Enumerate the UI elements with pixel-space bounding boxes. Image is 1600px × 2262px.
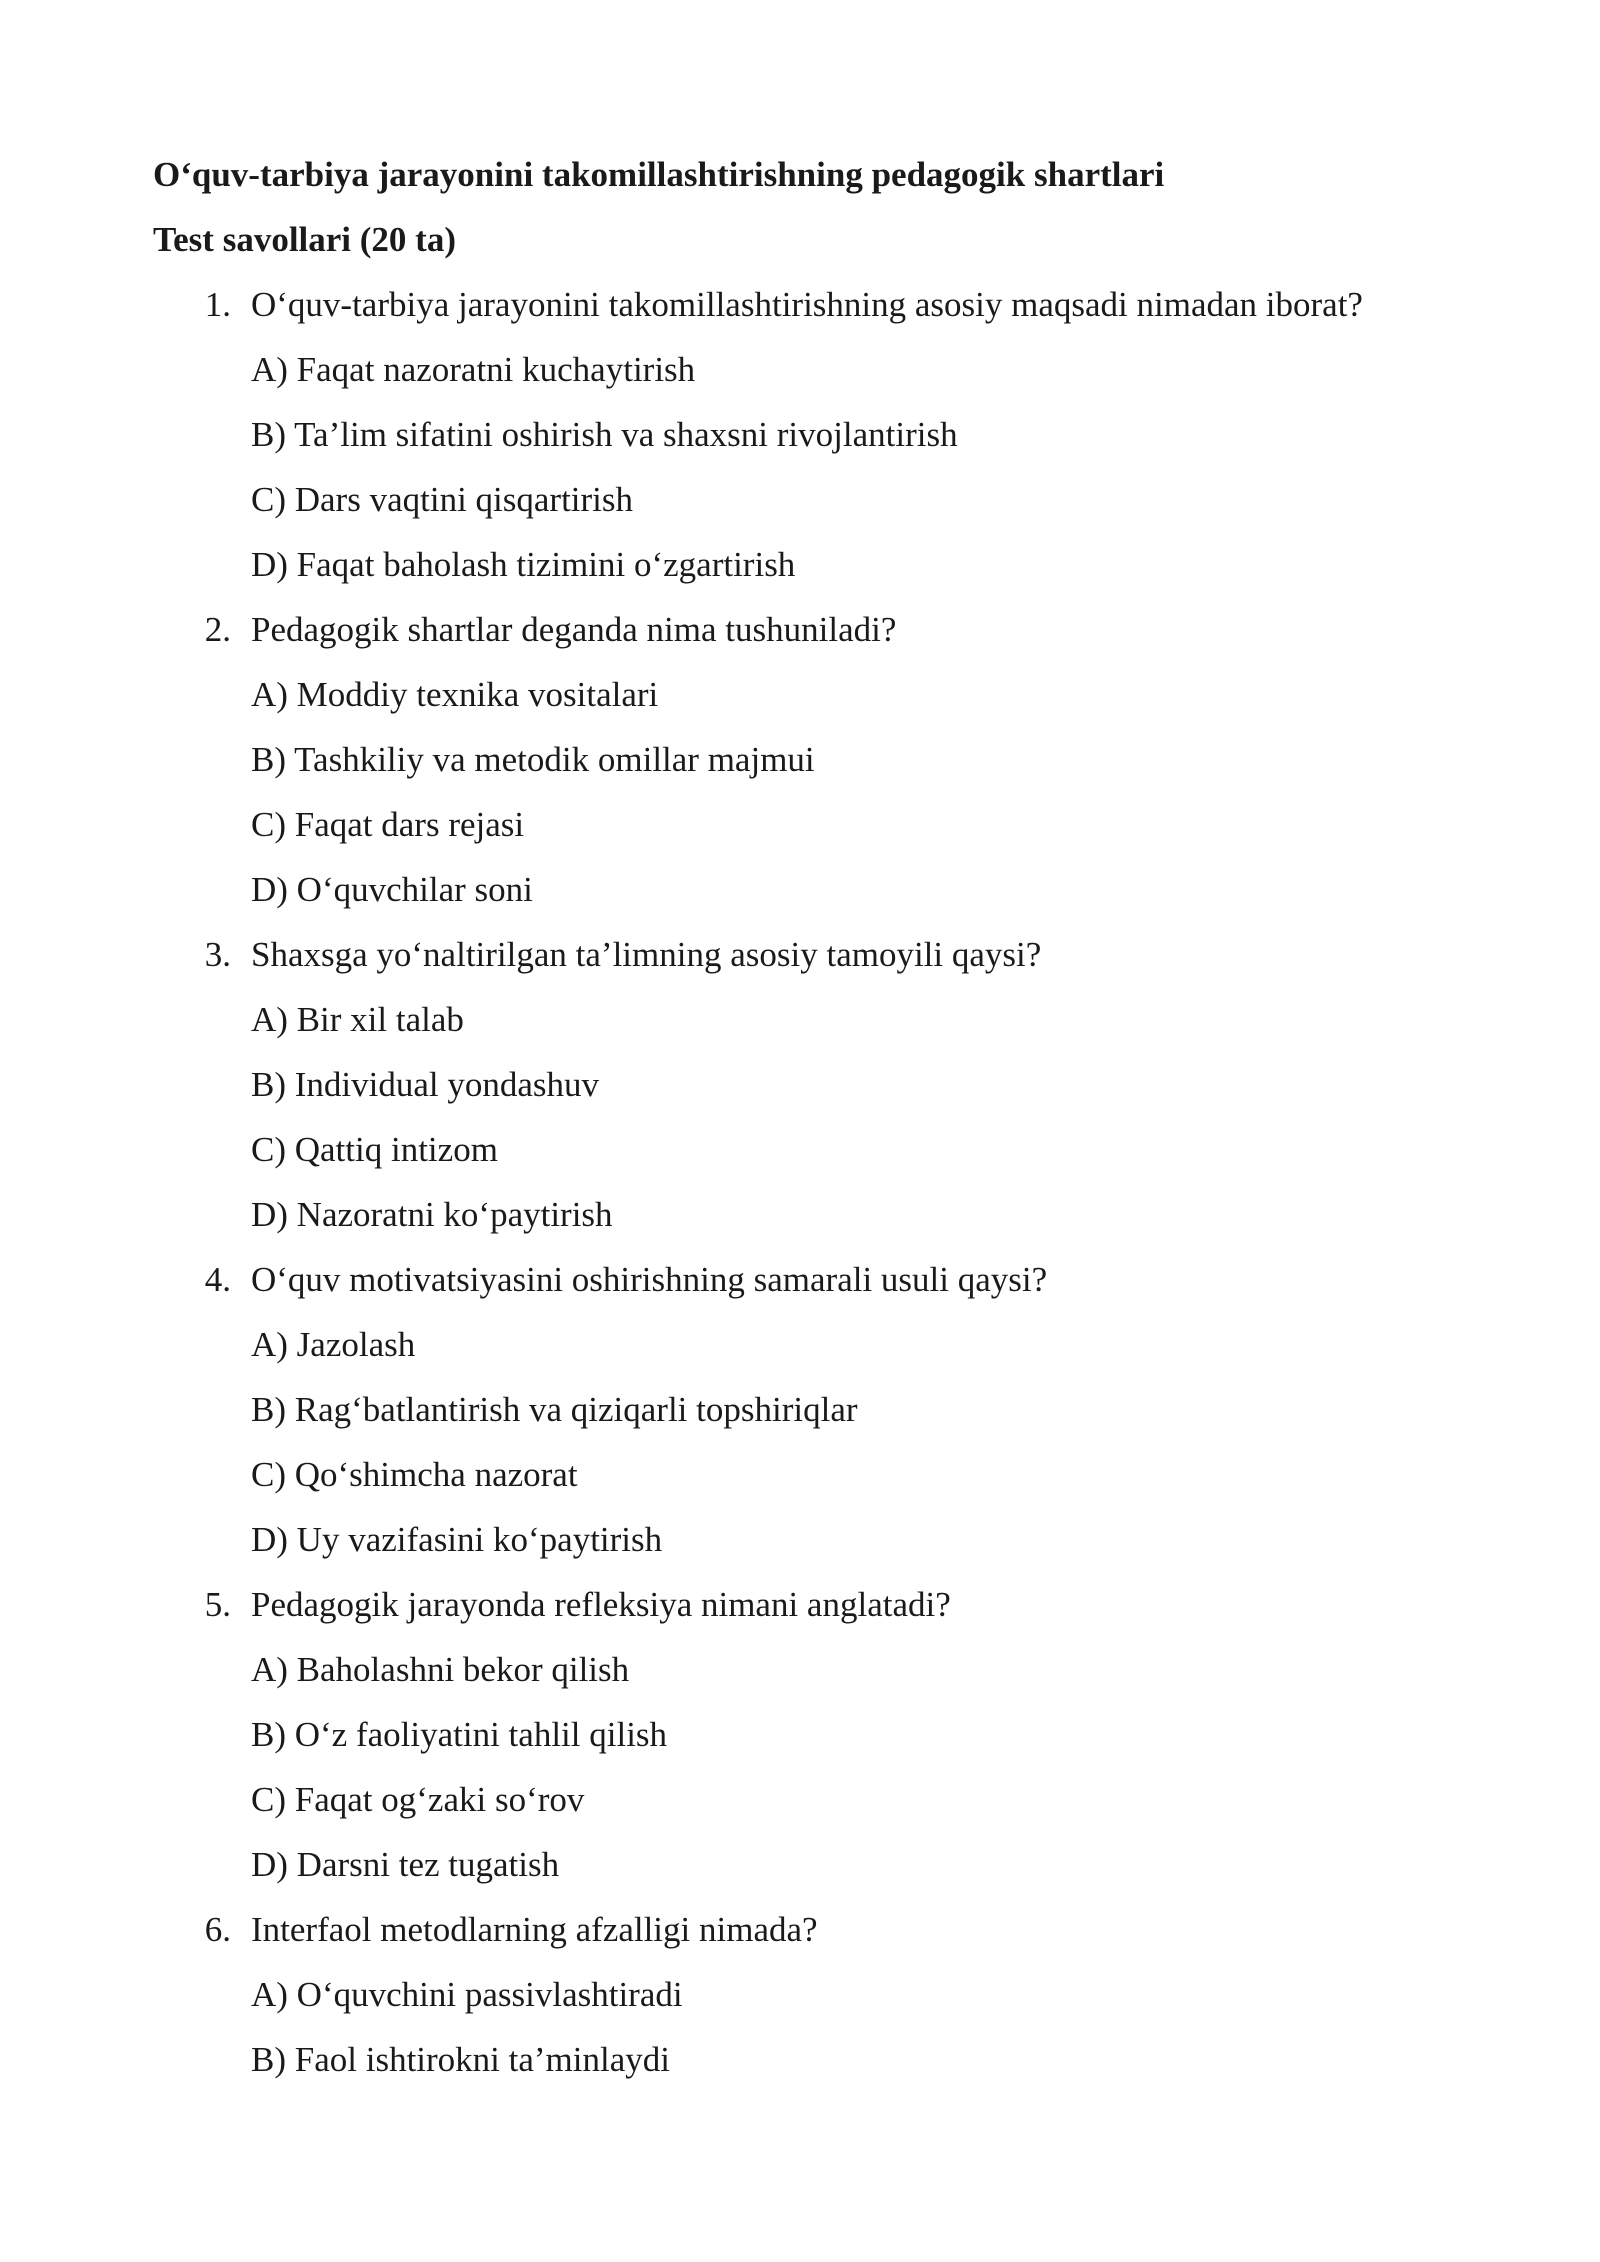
answer-option: C) Faqat dars rejasi [251,805,525,844]
answer-option: D) Darsni tez tugatish [251,1845,560,1884]
document-title: O‘quv-tarbiya jarayonini takomillashtirishning pedagogik shartlari [153,155,1165,194]
answer-option: A) O‘quvchini passivlashtiradi [251,1975,683,2014]
question-number: 6. [204,1910,231,1949]
document-subtitle: Test savollari (20 ta) [153,220,456,259]
answer-option: B) Individual yondashuv [251,1065,600,1104]
question-text: Interfaol metodlarning afzalligi nimada? [251,1910,818,1949]
answer-option: A) Moddiy texnika vositalari [251,675,659,714]
answer-option: D) Nazoratni ko‘paytirish [251,1195,613,1234]
question-number: 2. [204,610,231,649]
answer-option: A) Jazolash [251,1325,416,1364]
answer-option: D) Uy vazifasini ko‘paytirish [251,1520,663,1559]
question-text: O‘quv motivatsiyasini oshirishning samarali usuli qaysi? [251,1260,1048,1299]
answer-option: B) Rag‘batlantirish va qiziqarli topshiriqlar [251,1390,858,1429]
answer-option: C) Faqat og‘zaki so‘rov [251,1780,585,1819]
answer-option: C) Qattiq intizom [251,1130,498,1169]
answer-option: B) Faol ishtirokni ta’minlaydi [251,2040,670,2079]
answer-option: D) O‘quvchilar soni [251,870,533,909]
question-number: 4. [204,1260,231,1299]
question-text: Pedagogik shartlar deganda nima tushuniladi? [251,610,897,649]
question-text: Shaxsga yo‘naltirilgan ta’limning asosiy tamoyili qaysi? [251,935,1042,974]
answer-option: A) Faqat nazoratni kuchaytirish [251,350,696,389]
question-number: 5. [204,1585,231,1624]
question-number: 1. [204,285,231,324]
question-number: 3. [204,935,231,974]
answer-option: B) Ta’lim sifatini oshirish va shaxsni rivojlantirish [251,415,958,454]
answer-option: B) Tashkiliy va metodik omillar majmui [251,740,815,779]
answer-option: D) Faqat baholash tizimini o‘zgartirish [251,545,796,584]
answer-option: C) Dars vaqtini qisqartirish [251,480,634,519]
answer-option: C) Qo‘shimcha nazorat [251,1455,578,1494]
question-text: Pedagogik jarayonda refleksiya nimani anglatadi? [251,1585,951,1624]
answer-option: B) O‘z faoliyatini tahlil qilish [251,1715,668,1754]
answer-option: A) Baholashni bekor qilish [251,1650,630,1689]
answer-option: A) Bir xil talab [251,1000,464,1039]
question-text: O‘quv-tarbiya jarayonini takomillashtirishning asosiy maqsadi nimadan iborat? [251,285,1363,324]
